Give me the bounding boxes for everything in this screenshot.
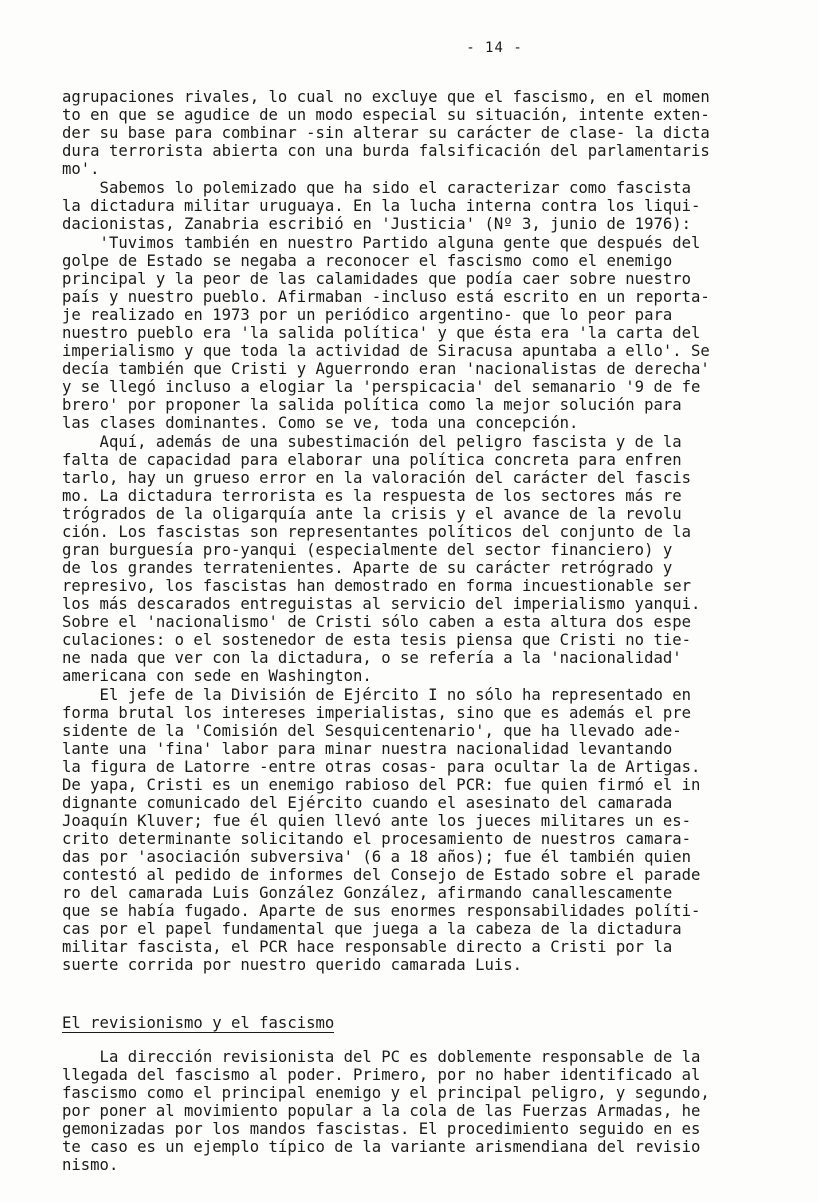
- text-line: sidente de la 'Comisión del Sesquicentenario', que ha llevado ade-: [62, 722, 682, 740]
- text-line: gran burguesía pro-yanqui (especialmente del sector financiero) y: [62, 541, 673, 559]
- text-line: trógrados de la oligarquía ante la crisis y el avance de la revolu: [62, 505, 682, 523]
- text-line: nismo.: [62, 1156, 119, 1174]
- text-line: los más descarados entreguistas al servicio del imperialismo yanqui.: [62, 595, 701, 613]
- text-line: fascismo como el principal enemigo y el principal peligro, y segundo,: [62, 1084, 710, 1102]
- text-line: das por 'asociación subversiva' (6 a 18 años); fue él también quien: [62, 848, 692, 866]
- text-line: Joaquín Kluver; fue él quien llevó ante los jueces militares un es-: [62, 812, 692, 830]
- text-line: por poner al movimiento popular a la cola de las Fuerzas Armadas, he: [62, 1102, 701, 1120]
- text-line: de los grandes terratenientes. Aparte de su carácter retrógrado y: [62, 559, 673, 577]
- text-line: De yapa, Cristi es un enemigo rabioso del PCR: fue quien firmó el in: [62, 776, 701, 794]
- quote-line: principal y la peor de las calamidades que podía caer sobre nuestro: [62, 270, 692, 288]
- text-line: El jefe de la División de Ejército I no sólo ha representado en: [62, 686, 692, 704]
- quote-line: golpe de Estado se negaba a reconocer el fascismo como el enemigo: [62, 252, 673, 270]
- text-line: La dirección revisionista del PC es doblemente responsable de la: [62, 1048, 701, 1066]
- page-number: - 14 -: [466, 40, 523, 56]
- text-line: llegada del fascismo al poder. Primero, por no haber identificado al: [62, 1066, 701, 1084]
- quote-line: decía también que Cristi y Aguerrondo eran 'nacionalistas de derecha': [62, 360, 710, 378]
- text-line: mo'.: [62, 160, 100, 178]
- text-line: ción. Los fascistas son representantes políticos del conjunto de la: [62, 523, 692, 541]
- text-line: contestó al pedido de informes del Consejo de Estado sobre el parade: [62, 866, 701, 884]
- text-line: te caso es un ejemplo típico de la variante arismendiana del revisio: [62, 1138, 701, 1156]
- quote-line: 'Tuvimos también en nuestro Partido alguna gente que después del: [62, 234, 701, 252]
- text-line: to en que se agudice de un modo especial su situación, intente exten-: [62, 106, 710, 124]
- text-line: culaciones: o el sostenedor de esta tesis piensa que Cristi no tie-: [62, 631, 692, 649]
- text-line: americana con sede en Washington.: [62, 667, 372, 685]
- quote-line: nuestro pueblo era 'la salida política' y que ésta era 'la carta del: [62, 324, 701, 342]
- text-line: dignante comunicado del Ejército cuando el asesinato del camarada: [62, 794, 673, 812]
- text-line: lante una 'fina' labor para minar nuestra nacionalidad levantando: [62, 740, 673, 758]
- text-line: agrupaciones rivales, lo cual no excluye que el fascismo, en el momen: [62, 88, 710, 106]
- text-line: la figura de Latorre -entre otras cosas- para ocultar la de Artigas.: [62, 758, 701, 776]
- text-line: crito determinante solicitando el procesamiento de nuestros camara-: [62, 830, 692, 848]
- quote-line: y se llegó incluso a elogiar la 'perspicacia' del semanario '9 de fe: [62, 378, 701, 396]
- text-line: represivo, los fascistas han demostrado en forma incuestionable ser: [62, 577, 692, 595]
- quote-line: brero' por proponer la salida política como la mejor solución para: [62, 396, 682, 414]
- quote-line: imperialismo y que toda la actividad de Siracusa apuntaba a ello'. Se: [62, 342, 710, 360]
- quote-line: país y nuestro pueblo. Afirmaban -incluso está escrito en un reporta-: [62, 288, 710, 306]
- text-line: gemonizadas por los mandos fascistas. El procedimiento seguido en es: [62, 1120, 701, 1138]
- text-line: Sabemos lo polemizado que ha sido el caracterizar como fascista: [62, 179, 692, 197]
- text-line: cas por el papel fundamental que juega a la cabeza de la dictadura: [62, 920, 682, 938]
- quote-line: las clases dominantes. Como se ve, toda una concepción.: [62, 414, 579, 432]
- text-line: mo. La dictadura terrorista es la respuesta de los sectores más re: [62, 487, 682, 505]
- text-line: forma brutal los intereses imperialistas, sino que es además el pre: [62, 704, 692, 722]
- section-heading: El revisionismo y el fascismo: [62, 1014, 335, 1032]
- text-line: der su base para combinar -sin alterar su carácter de clase- la dicta: [62, 124, 710, 142]
- text-line: que se había fugado. Aparte de sus enormes responsabilidades políti-: [62, 902, 701, 920]
- text-line: ne nada que ver con la dictadura, o se refería a la 'nacionalidad': [62, 649, 682, 667]
- text-line: Aquí, además de una subestimación del peligro fascista y de la: [62, 433, 682, 451]
- text-line: la dictadura militar uruguaya. En la lucha interna contra los liqui-: [62, 197, 701, 215]
- text-line: dacionistas, Zanabria escribió en 'Justicia' (Nº 3, junio de 1976):: [62, 215, 692, 233]
- text-line: dura terrorista abierta con una burda falsificación del parlamentaris: [62, 142, 710, 160]
- quote-line: je realizado en 1973 por un periódico argentino- que lo peor para: [62, 306, 673, 324]
- text-line: militar fascista, el PCR hace responsable directo a Cristi por la: [62, 938, 673, 956]
- text-line: Sobre el 'nacionalismo' de Cristi sólo caben a esta altura dos espe: [62, 613, 692, 631]
- text-line: falta de capacidad para elaborar una política concreta para enfren: [62, 451, 682, 469]
- text-line: ro del camarada Luis González González, afirmando canallescamente: [62, 884, 673, 902]
- text-line: tarlo, hay un grueso error en la valoración del carácter del fascis: [62, 469, 692, 487]
- text-line: suerte corrida por nuestro querido camarada Luis.: [62, 956, 523, 974]
